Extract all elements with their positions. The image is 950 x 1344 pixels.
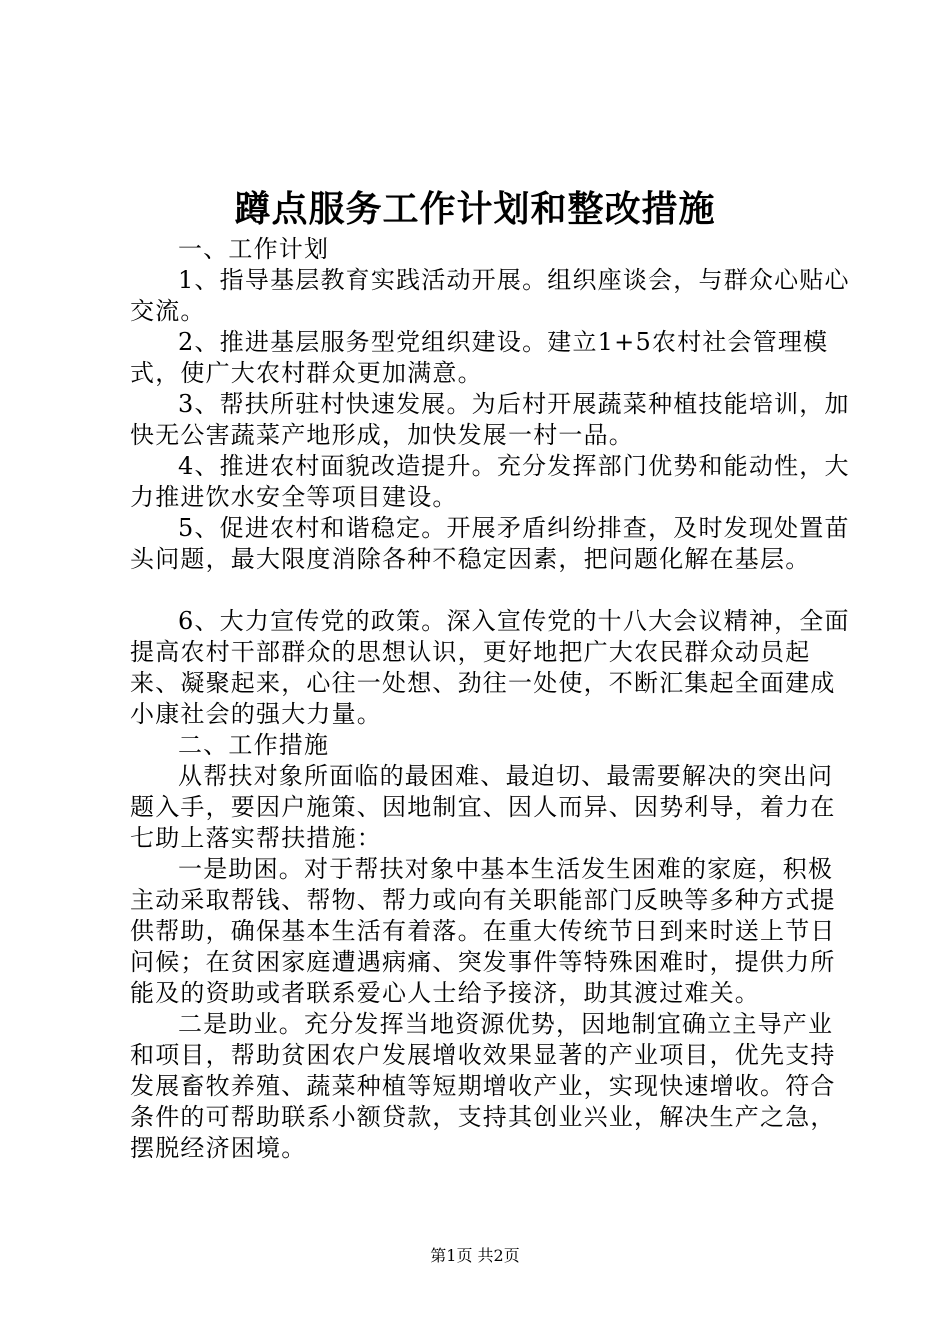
plan-item-4: 4、推进农村面貌改造提升。充分发挥部门优势和能动性，大力推进饮水安全等项目建设。: [130, 452, 850, 511]
document-title: 蹲点服务工作计划和整改措施: [234, 188, 716, 230]
plan-item-2: 2、推进基层服务型党组织建设。建立1+5农村社会管理模式，使广大农村群众更加满意。: [130, 328, 829, 387]
section-heading-plan: 一、工作计划: [178, 235, 330, 263]
plan-item-6: 6、大力宣传党的政策。深入宣传党的十八大会议精神，全面提高农村干部群众的思想认识，更好地把广大农民群众动员起来、凝聚起来，心往一处想、劲往一处使，不断汇集起全面建成小康社会的强大力量。: [130, 607, 850, 728]
document-body: [130, 234, 850, 1164]
measures-intro: 从帮扶对象所面临的最困难、最迫切、最需要解决的突出问题入手，要因户施策、因地制宜、因人而异、因势利导，着力在七助上落实帮扶措施：: [130, 762, 836, 852]
measure-item-1: 一是助困。对于帮扶对象中基本生活发生困难的家庭，积极主动采取帮钱、帮物、帮力或向有关职能部门反映等多种方式提供帮助，确保基本生活有着落。在重大传统节日到来时送上节日问候；在贫困家庭遭遇病痛、突发事件等特殊困难时，提供力所能及的资助或者联系爱心人士给予接济，助其渡过难关。: [130, 855, 836, 1007]
measure-item-2: 二是助业。充分发挥当地资源优势，因地制宜确立主导产业和项目，帮助贫困农户发展增收效果显著的产业项目，优先支持发展畜牧养殖、蔬菜种植等短期增收产业，实现快速增收。符合条件的可帮助联系小额贷款，支持其创业兴业，解决生产之急，摆脱经济困境。: [130, 1010, 836, 1162]
plan-item-3: 3、帮扶所驻村快速发展。为后村开展蔬菜种植技能培训，加快无公害蔬菜产地形成，加快发展一村一品。: [130, 390, 850, 449]
section-heading-measures: 二、工作措施: [178, 731, 330, 759]
page-footer: 第1页 共2页: [430, 1246, 520, 1265]
plan-item-1: 1、指导基层教育实践活动开展。组织座谈会，与群众心贴心交流。: [130, 266, 850, 325]
plan-item-5: 5、促进农村和谐稳定。开展矛盾纠纷排查，及时发现处置苗头问题，最大限度消除各种不稳定因素，把问题化解在基层。: [130, 514, 850, 573]
